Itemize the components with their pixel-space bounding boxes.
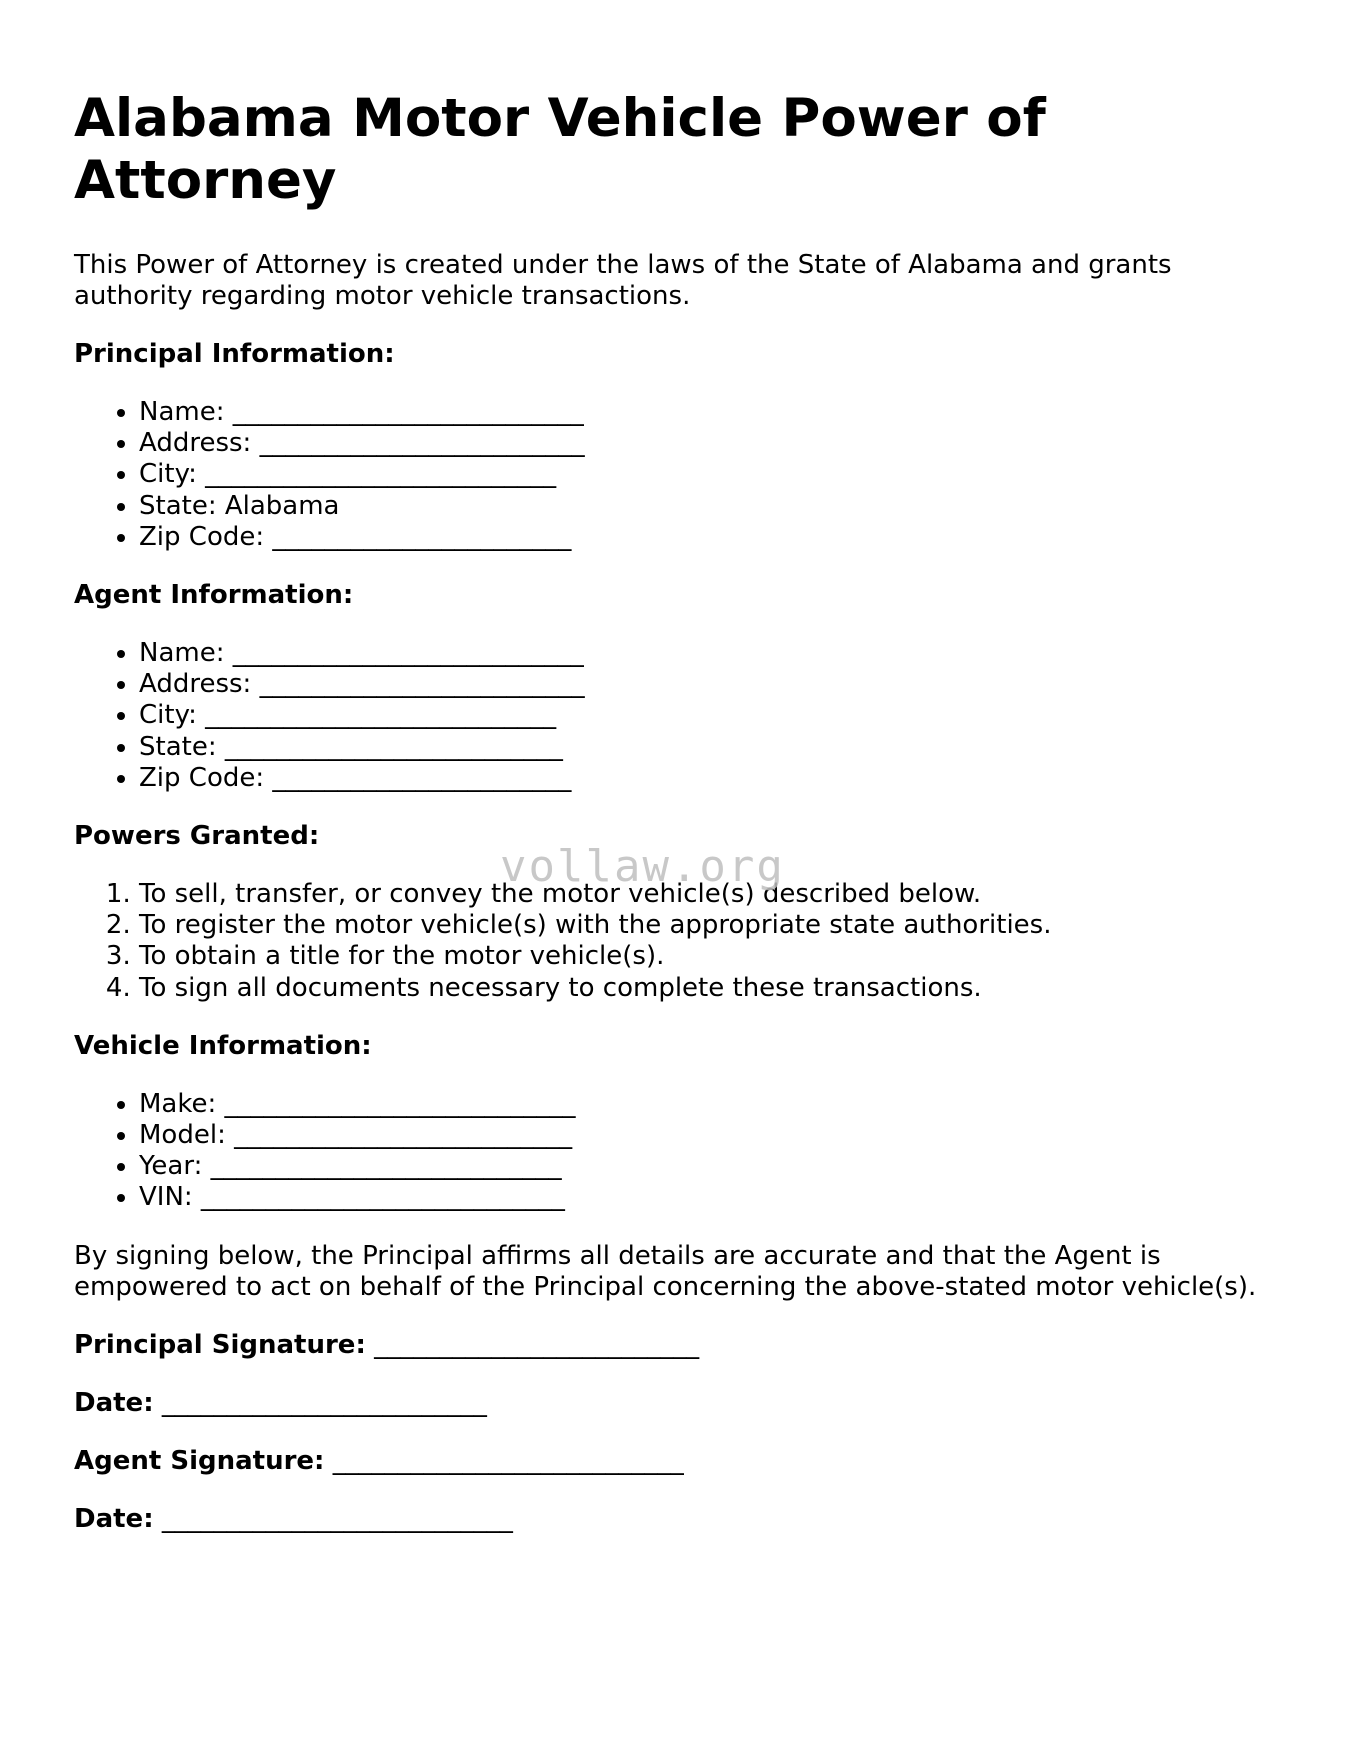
power-item: 3. To obtain a title for the motor vehicle(s).	[139, 941, 1274, 972]
watermark: vollaw.org	[500, 841, 785, 892]
agent-signature-blank[interactable]: ___________________________	[332, 1445, 684, 1476]
vehicle-list	[74, 1089, 1274, 1214]
vehicle-vin-field[interactable]: • VIN: ____________________________	[139, 1182, 1274, 1213]
vehicle-model-field[interactable]: • Model: __________________________	[139, 1120, 1274, 1151]
agent-signature-label: Agent Signature:	[74, 1445, 325, 1476]
power-item: 1. To sell, transfer, or convey the motor vehicle(s) described below.	[139, 879, 1274, 910]
principal-name-field[interactable]: • Name: ___________________________	[139, 397, 1274, 428]
vehicle-make-field[interactable]: • Make: ___________________________	[139, 1089, 1274, 1120]
agent-list	[74, 638, 1274, 794]
document	[74, 88, 1274, 1562]
principal-date-blank[interactable]: _________________________	[161, 1387, 487, 1418]
principal-date-label: Date:	[74, 1387, 154, 1418]
principal-address-field[interactable]: • Address: _________________________	[139, 428, 1274, 459]
agent-date-label: Date:	[74, 1503, 154, 1534]
principal-date-line[interactable]	[74, 1388, 1274, 1419]
principal-zip-field[interactable]: • Zip Code: _______________________	[139, 522, 1274, 553]
principal-signature-line[interactable]	[74, 1330, 1274, 1361]
power-item: 2. To register the motor vehicle(s) with the appropriate state authorities.	[139, 910, 1274, 941]
agent-state-field[interactable]: • State: __________________________	[139, 732, 1274, 763]
powers-list	[74, 879, 1274, 1004]
intro-paragraph: This Power of Attorney is created under the laws of the State of Alabama and grants authority regarding motor vehicle transactions.	[74, 250, 1172, 311]
agent-date-line[interactable]	[74, 1504, 1274, 1535]
document-title: Alabama Motor Vehicle Power of Attorney	[74, 88, 1046, 211]
agent-heading: Agent Information:	[74, 580, 354, 611]
principal-city-field[interactable]: • City: ___________________________	[139, 459, 1274, 490]
powers-heading: Powers Granted:	[74, 821, 320, 852]
principal-list	[74, 397, 1274, 553]
agent-signature-line[interactable]	[74, 1446, 1274, 1477]
closing-paragraph: By signing below, the Principal affirms all details are accurate and that the Agent is empowered to act on behalf of the Principal concerning the above-stated motor vehicle(s).	[74, 1240, 1257, 1302]
agent-zip-field[interactable]: • Zip Code: _______________________	[139, 763, 1274, 794]
principal-signature-label: Principal Signature:	[74, 1329, 366, 1360]
agent-city-field[interactable]: • City: ___________________________	[139, 700, 1274, 731]
agent-address-field[interactable]: • Address: _________________________	[139, 669, 1274, 700]
agent-date-blank[interactable]: ___________________________	[161, 1503, 513, 1534]
agent-name-field[interactable]: • Name: ___________________________	[139, 638, 1274, 669]
principal-state-field: • State: Alabama	[139, 491, 1274, 522]
principal-heading: Principal Information:	[74, 339, 395, 369]
vehicle-heading: Vehicle Information:	[74, 1030, 372, 1061]
power-item: 4. To sign all documents necessary to complete these transactions.	[139, 973, 1274, 1004]
vehicle-year-field[interactable]: • Year: ___________________________	[139, 1151, 1274, 1182]
principal-signature-blank[interactable]: _________________________	[374, 1329, 700, 1360]
